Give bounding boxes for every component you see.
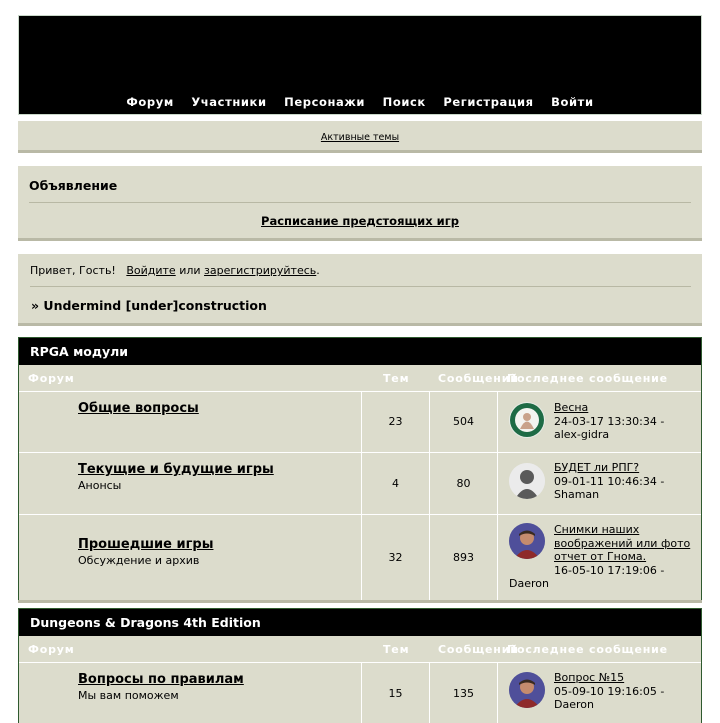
posts-count: 504 [453,415,474,428]
topics-count: 15 [388,687,403,700]
category-rpga [18,337,702,601]
portrait-avatar [509,672,545,708]
last-post-link[interactable]: Вопрос №15 [554,671,625,684]
register-link[interactable]: зарегистрируйтесь [204,264,317,277]
announcement-title: Объявление [29,178,118,193]
forum-description: Мы вам поможем [78,689,179,702]
last-post-date: 05-09-10 19:16:05 - [554,684,665,698]
posts-count: 893 [453,551,474,564]
col-posts: Сообщений [438,643,519,656]
divider [30,286,691,287]
last-post-author: Daeron [509,577,549,590]
forum-description: Обсуждение и архив [78,554,200,567]
col-forum: Форум [28,372,75,385]
greeting-hello: Привет, Гость! [30,264,116,277]
forum-row [19,391,701,452]
col-posts: Сообщений [438,372,519,385]
forum-link[interactable]: Прошедшие игры [78,537,214,552]
nav-characters[interactable]: Персонажи [284,95,366,109]
posts-count: 80 [456,477,471,490]
nav-register[interactable]: Регистрация [443,95,534,109]
col-last: Последнее сообщение [507,643,668,656]
col-topics: Тем [383,643,410,656]
last-post-link[interactable]: Весна [554,401,589,414]
col-forum: Форум [28,643,75,656]
main-nav [19,95,701,109]
last-post-date: 09-01-11 10:46:34 - [554,474,665,488]
greeting-text [30,264,320,277]
board-title: » Undermind [under]construction [31,298,267,313]
nav-login[interactable]: Войти [551,95,594,109]
forum-link[interactable]: Вопросы по правилам [78,672,244,687]
schedule-link[interactable]: Расписание предстоящих игр [261,214,459,228]
active-topics-bar [18,120,702,153]
nav-forum[interactable]: Форум [126,95,174,109]
last-post-link[interactable]: БУДЕТ ли РПГ? [554,461,640,474]
col-last: Последнее сообщение [507,372,668,385]
active-topics-link[interactable]: Активные темы [320,132,400,143]
category-dnd4e [18,608,702,723]
forum-row [19,514,701,601]
forum-link[interactable]: Текущие и будущие игры [78,462,274,477]
login-link[interactable]: Войдите [126,264,176,277]
last-post-author: Daeron [554,698,594,711]
site-header [18,15,702,115]
category-title: Dungeons & Dragons 4th Edition [19,609,701,636]
nav-search[interactable]: Поиск [382,95,426,109]
greeting-period: . [316,264,320,277]
last-post-date: 16-05-10 17:19:06 - [554,563,665,577]
table-header [19,636,701,662]
forum-link[interactable]: Общие вопросы [78,401,199,416]
last-post-date: 24-03-17 13:30:34 - [554,414,665,428]
greeting-box [18,253,702,326]
portrait-avatar [509,523,545,559]
posts-count: 135 [453,687,474,700]
announcement-box [18,165,702,241]
col-topics: Тем [383,372,410,385]
nav-members[interactable]: Участники [191,95,267,109]
last-post-link[interactable]: Снимки наших воображений или фото отчет от Гнома. [554,523,691,563]
table-header [19,365,701,391]
category-title: RPGA модули [19,338,701,365]
silhouette-avatar [509,463,545,499]
forum-row [19,452,701,514]
forum-row [19,662,701,723]
topics-count: 4 [392,477,399,490]
category-bottom-border [18,600,702,603]
starbucks-avatar [509,402,545,438]
forum-description: Анонсы [78,479,122,492]
last-post-author: alex-gidra [554,428,610,441]
topics-count: 23 [388,415,403,428]
last-post-author: Shaman [554,488,600,501]
divider [29,202,691,203]
greeting-or: или [179,264,201,277]
topics-count: 32 [388,551,403,564]
